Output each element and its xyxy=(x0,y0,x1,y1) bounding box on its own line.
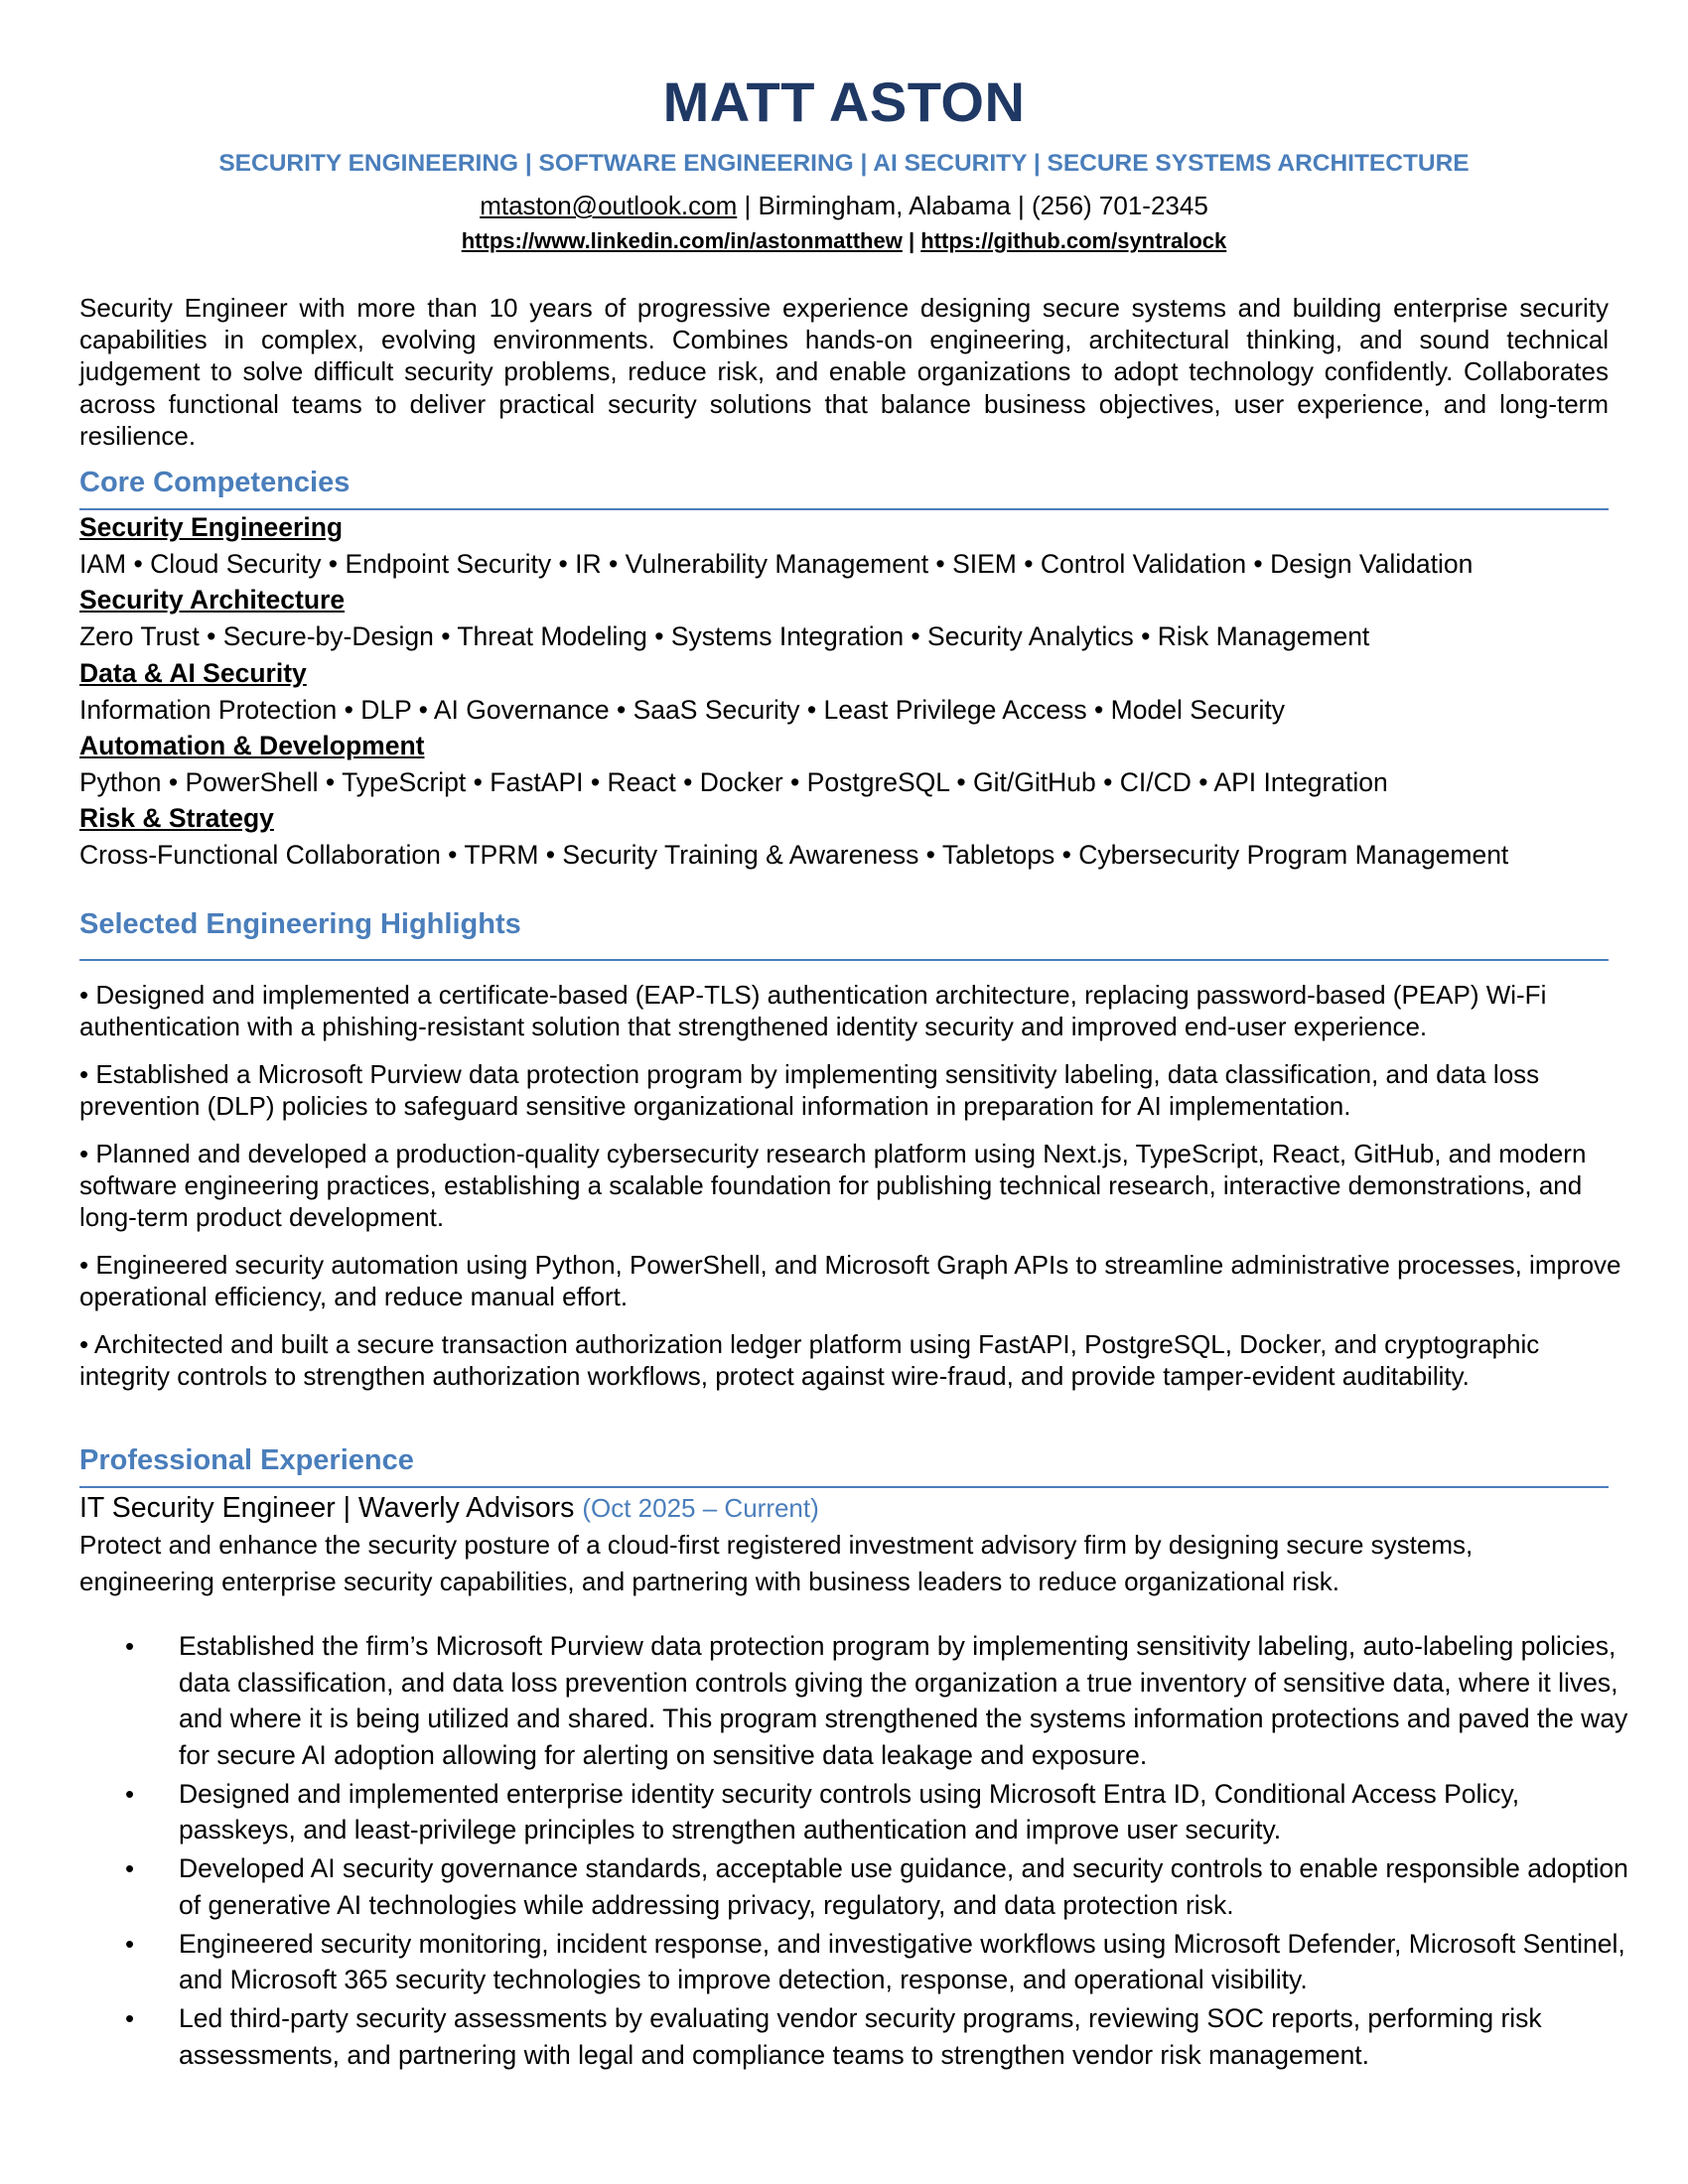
job-title-text: IT Security Engineer | Waverly Advisors xyxy=(79,1492,583,1524)
list-item: • Led third-party security assessments by evaluating vendor security programs, reviewing SOC reports, performing risk assessments, and partnering with legal and compliance teams to strengthen vendor risk management. xyxy=(79,2000,1628,2073)
link-separator: | xyxy=(902,228,921,253)
job-description: Protect and enhance the security posture of a cloud-first registered investment advisory firm by designing secure systems, engineering enterprise security capabilities, and partnering with business leaders to reduce organizational risk. xyxy=(79,1530,1474,1596)
candidate-name: MATT ASTON xyxy=(662,70,1026,133)
section-divider xyxy=(79,508,1609,510)
section-heading-competencies: Core Competencies xyxy=(79,467,351,498)
competency-items: IAM • Cloud Security • Endpoint Security • IR • Vulnerability Management • SIEM • Control Validation • Design Validation xyxy=(79,549,1474,579)
highlight-item: • Established a Microsoft Purview data protection program by implementing sensitivity labeling, data classification, and data loss prevention (DLP) policies to safeguard sensitive organizational information in preparation for AI implementation. xyxy=(79,1059,1540,1121)
competency-title: Security Engineering xyxy=(79,512,344,542)
section-divider xyxy=(79,1486,1609,1488)
list-item: • Established the firm’s Microsoft Purview data protection program by implementing sensitivity labeling, auto-labeling policies, data classification, and data loss prevention controls giving the organization a true inventory of sensitive data, where it lives, and where it is being utilized and shared. This program strengthened the systems information protections and paved the way for secure AI adoption allowing for alerting on sensitive data leakage and exposure. xyxy=(79,1628,1628,1773)
job-title xyxy=(79,1491,819,1525)
list-item: • Designed and implemented enterprise identity security controls using Microsoft Entra ID, Conditional Access Policy, passkeys, and least-privilege principles to strengthen authentication and improve user security. xyxy=(79,1776,1628,1848)
section-heading-experience: Professional Experience xyxy=(79,1444,414,1476)
professional-tagline: SECURITY ENGINEERING | SOFTWARE ENGINEERING | AI SECURITY | SECURE SYSTEMS ARCHITECTURE xyxy=(218,150,1470,177)
location-phone: | Birmingham, Alabama | (256) 701-2345 xyxy=(737,191,1208,220)
list-item: • Developed AI security governance standards, acceptable use guidance, and security controls to enable responsible adoption of generative AI technologies while addressing privacy, regulatory, and data protection risk. xyxy=(79,1850,1628,1923)
highlight-item: • Architected and built a secure transaction authorization ledger platform using FastAPI, PostgreSQL, Docker, and cryptographic integrity controls to strengthen authorization workflows, protect against wire-fraud, and provide tamper-evident auditability. xyxy=(79,1329,1540,1391)
competency-title: Security Architecture xyxy=(79,585,346,614)
section-heading-highlights: Selected Engineering Highlights xyxy=(79,908,521,940)
job-bullet-list xyxy=(79,1628,1628,2076)
competency-title: Data & AI Security xyxy=(79,658,307,688)
competency-items: Zero Trust • Secure-by-Design • Threat Modeling • Systems Integration • Security Analytics • Risk Management xyxy=(79,621,1370,651)
email-link[interactable]: mtaston@outlook.com xyxy=(480,191,738,220)
job-dates: (Oct 2025 – Current) xyxy=(582,1493,819,1523)
highlight-item: • Designed and implemented a certificate-based (EAP-TLS) authentication architecture, replacing password-based (PEAP) Wi-Fi authentication with a phishing-resistant solution that strengthened identity security and improved end-user experience. xyxy=(79,980,1547,1041)
section-divider xyxy=(79,959,1609,961)
competency-items: Cross-Functional Collaboration • TPRM • Security Training & Awareness • Tabletops • Cybersecurity Program Management xyxy=(79,840,1509,870)
professional-summary: Security Engineer with more than 10 years of progressive experience designing secure systems and building enterprise security capabilities in complex, evolving environments. Combines hands-on engineering, architectural thinking, and sound technical judgement to solve difficult security problems, reduce risk, and enable organizations to adopt technology confidently. Collaborates across functional teams to deliver practical security solutions that balance business objectives, user experience, and long-term resilience. xyxy=(79,293,1609,451)
list-item: • Engineered security monitoring, incident response, and investigative workflows using Microsoft Defender, Microsoft Sentinel, and Microsoft 365 security technologies to improve detection, response, and operational visibility. xyxy=(79,1926,1628,1998)
contact-line xyxy=(0,189,1688,222)
competency-title: Risk & Strategy xyxy=(79,803,274,833)
highlight-item: • Engineered security automation using Python, PowerShell, and Microsoft Graph APIs to streamline administrative processes, improve operational efficiency, and reduce manual effort. xyxy=(79,1250,1621,1311)
github-link[interactable]: https://github.com/syntralock xyxy=(920,228,1227,253)
linkedin-link[interactable]: https://www.linkedin.com/in/astonmatthew xyxy=(461,228,903,253)
competency-items: Information Protection • DLP • AI Governance • SaaS Security • Least Privilege Access • Model Security xyxy=(79,695,1285,725)
highlight-item: • Planned and developed a production-quality cybersecurity research platform using Next.js, TypeScript, React, GitHub, and modern software engineering practices, establishing a scalable foundation for publishing technical research, interactive demonstrations, and long-term product development. xyxy=(79,1139,1587,1232)
competency-items: Python • PowerShell • TypeScript • FastAPI • React • Docker • PostgreSQL • Git/GitHub • CI/CD • API Integration xyxy=(79,767,1388,797)
competency-title: Automation & Development xyxy=(79,731,425,760)
profile-links xyxy=(0,227,1688,255)
